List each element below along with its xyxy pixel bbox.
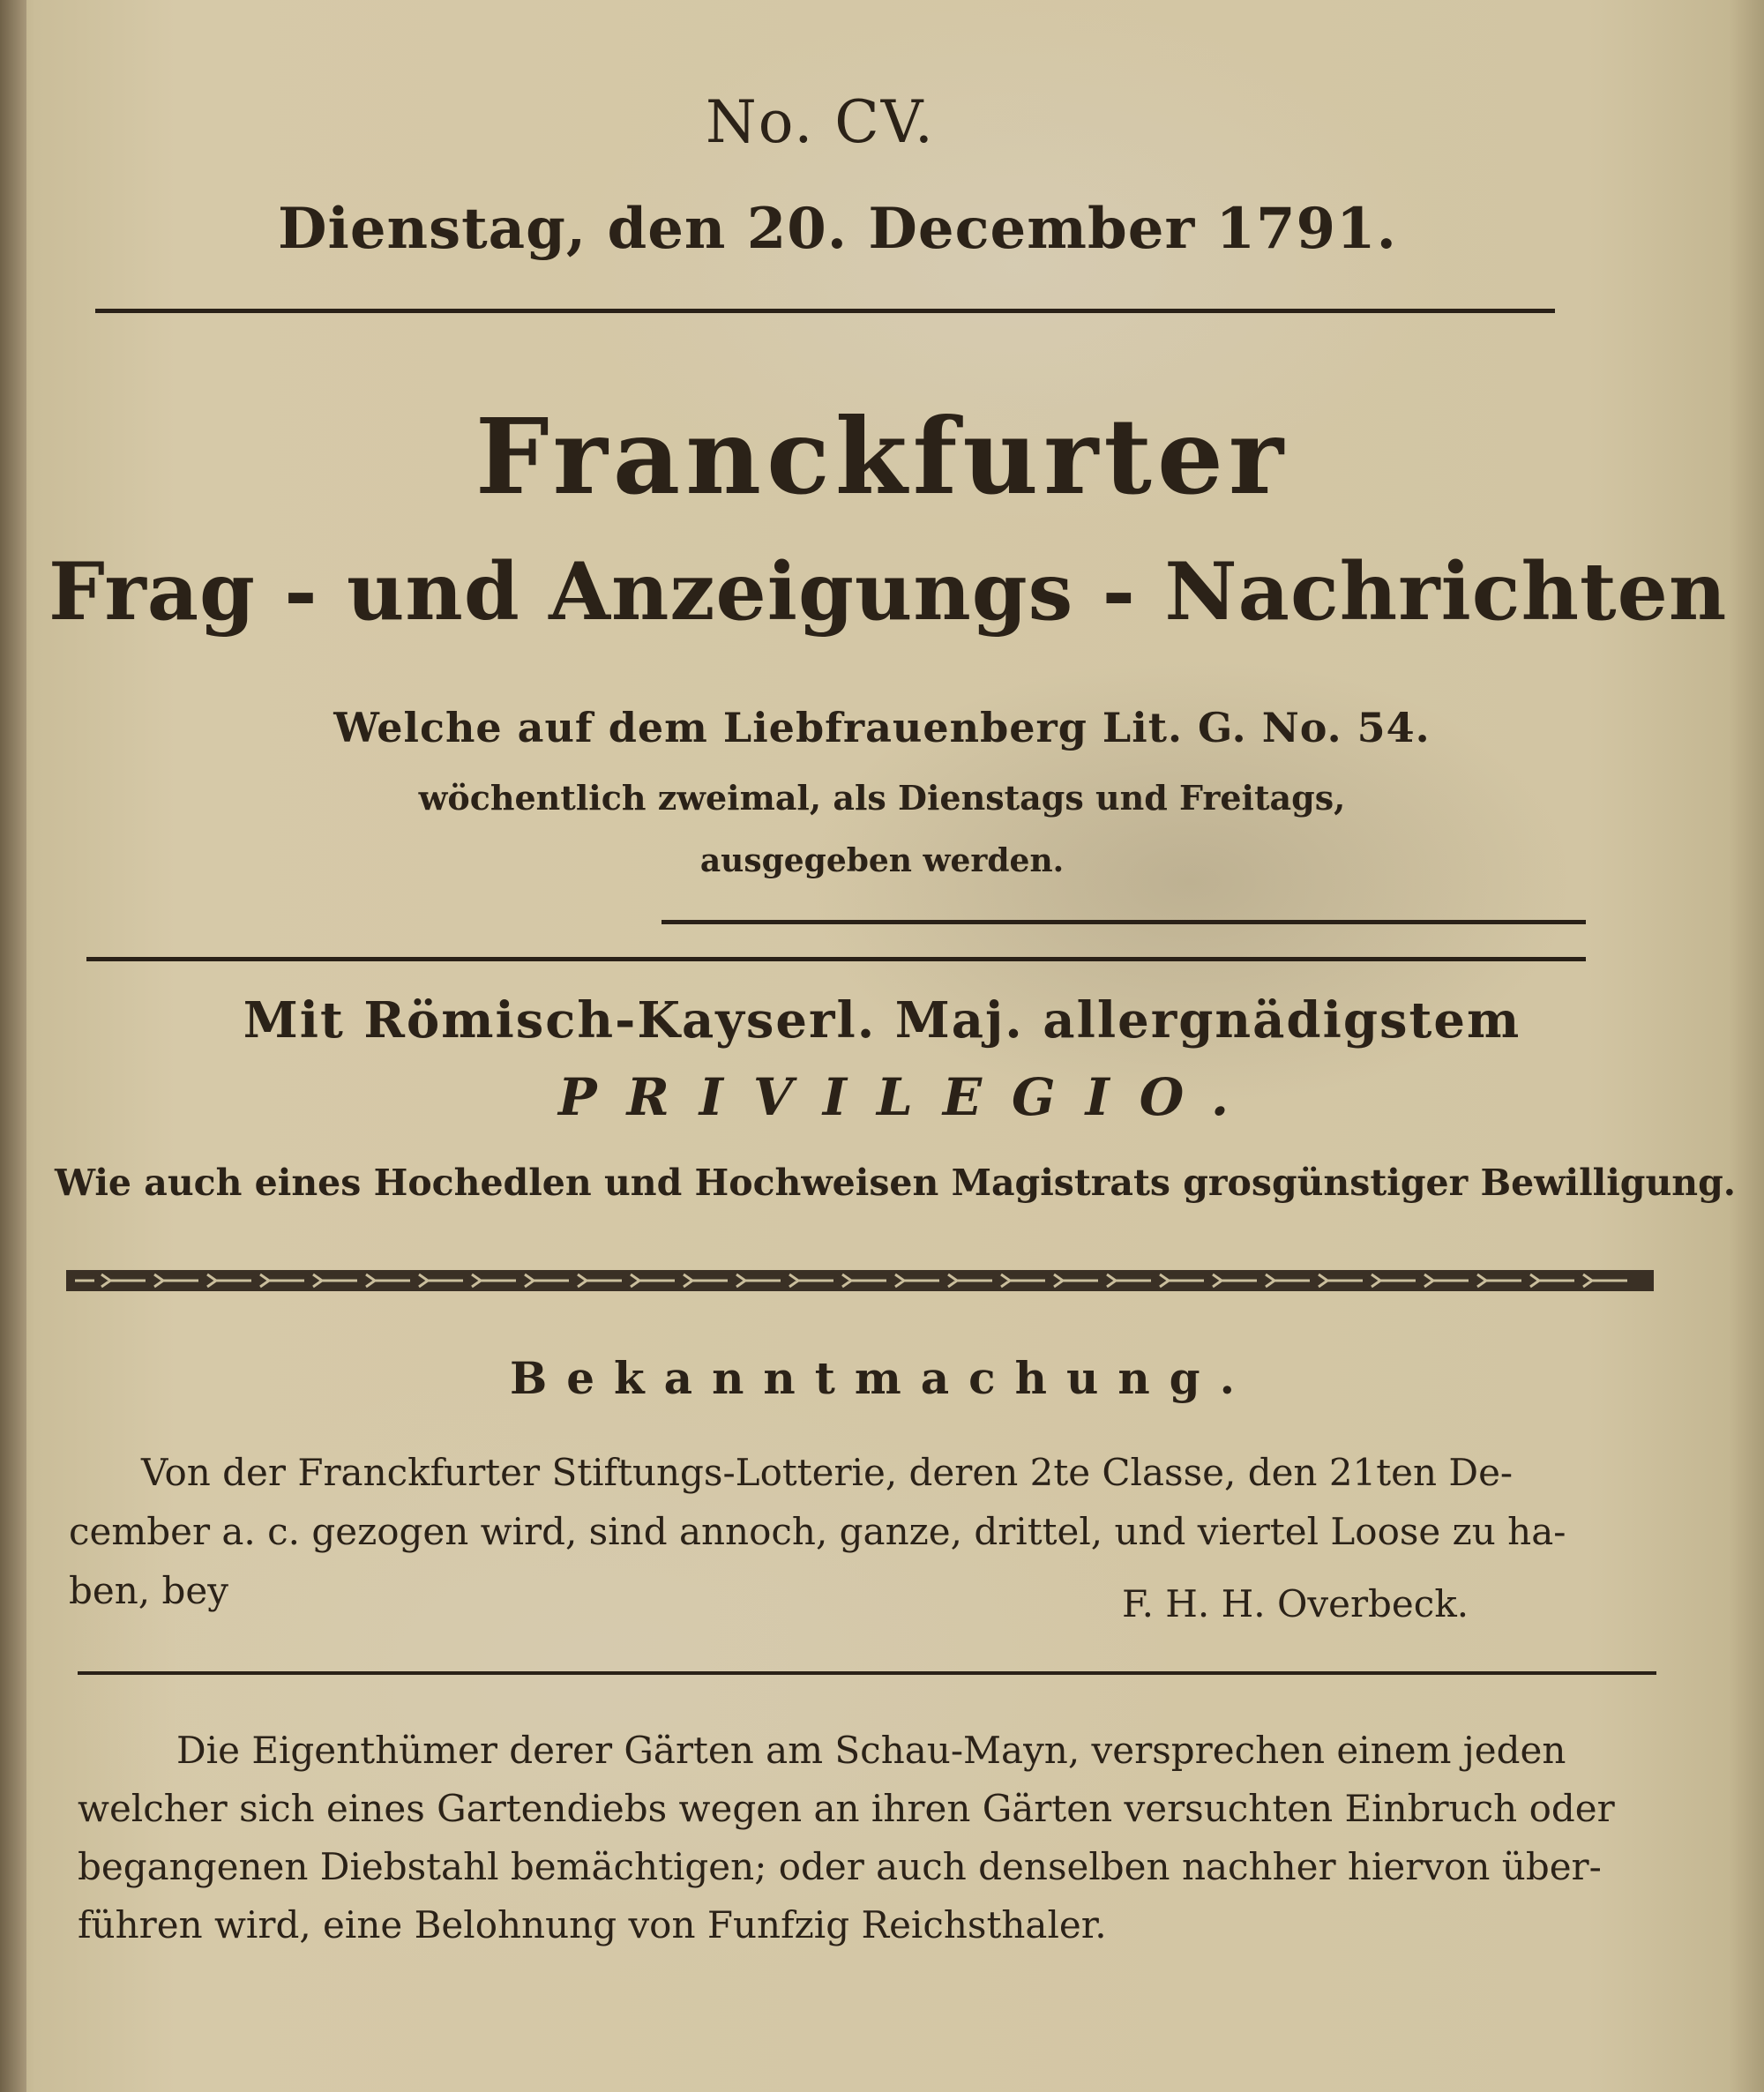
notice2-line1: Die Eigenthümer derer Gärten am Schau-Mayn, versprechen einem jeden [176,1729,1566,1772]
masthead-subtitle-1: Welche auf dem Liebfrauenberg Lit. G. No. 54. [333,704,1431,751]
notice-divider [78,1671,1656,1675]
privilege-line2: PRIVILEGIO. [557,1067,1259,1127]
privilege-line3: Wie auch eines Hochedlen und Hochweisen Magistrats grosgünstiger Bewilligung. [55,1162,1737,1204]
masthead-subtitle-2: wöchentlich zweimal, als Dienstags und Freitags, [418,778,1346,818]
notice2-line2: welcher sich eines Gartendiebs wegen an ihren Gärten versuchten Einbruch oder [78,1787,1615,1830]
notice2-line4: führen wird, eine Belohnung von Funfzig Reichsthaler. [78,1903,1107,1946]
ornamental-border [66,1263,1654,1298]
masthead-title-line2: Frag - und Anzeigungs - Nachrichten [49,545,1728,639]
notice1-line3: ben, bey [69,1569,228,1612]
masthead-title-line1: Franckfurter [475,395,1289,518]
notice-heading: Bekanntmachung. [509,1352,1255,1404]
header-rule [95,309,1555,313]
masthead-rule-top [662,920,1586,924]
notice1-line2: cember a. c. gezogen wird, sind annoch, ganze, drittel, und viertel Loose zu ha- [69,1510,1566,1553]
masthead-subtitle-3: ausgegeben werden. [699,842,1065,879]
privilege-line1: Mit Römisch-Kayserl. Maj. allergnädigstem [243,991,1521,1050]
issue-date: Dienstag, den 20. December 1791. [278,196,1397,262]
issue-number: No. CV. [706,88,935,156]
masthead-rule-bottom [86,957,1586,961]
notice1-signature: F. H. H. Overbeck. [1122,1582,1469,1625]
notice1-line1: Von der Franckfurter Stiftungs-Lotterie, deren 2te Classe, den 21ten De- [141,1451,1514,1494]
notice2-line3: begangenen Diebstahl bemächtigen; oder auch denselben nachher hiervon über- [78,1845,1602,1888]
